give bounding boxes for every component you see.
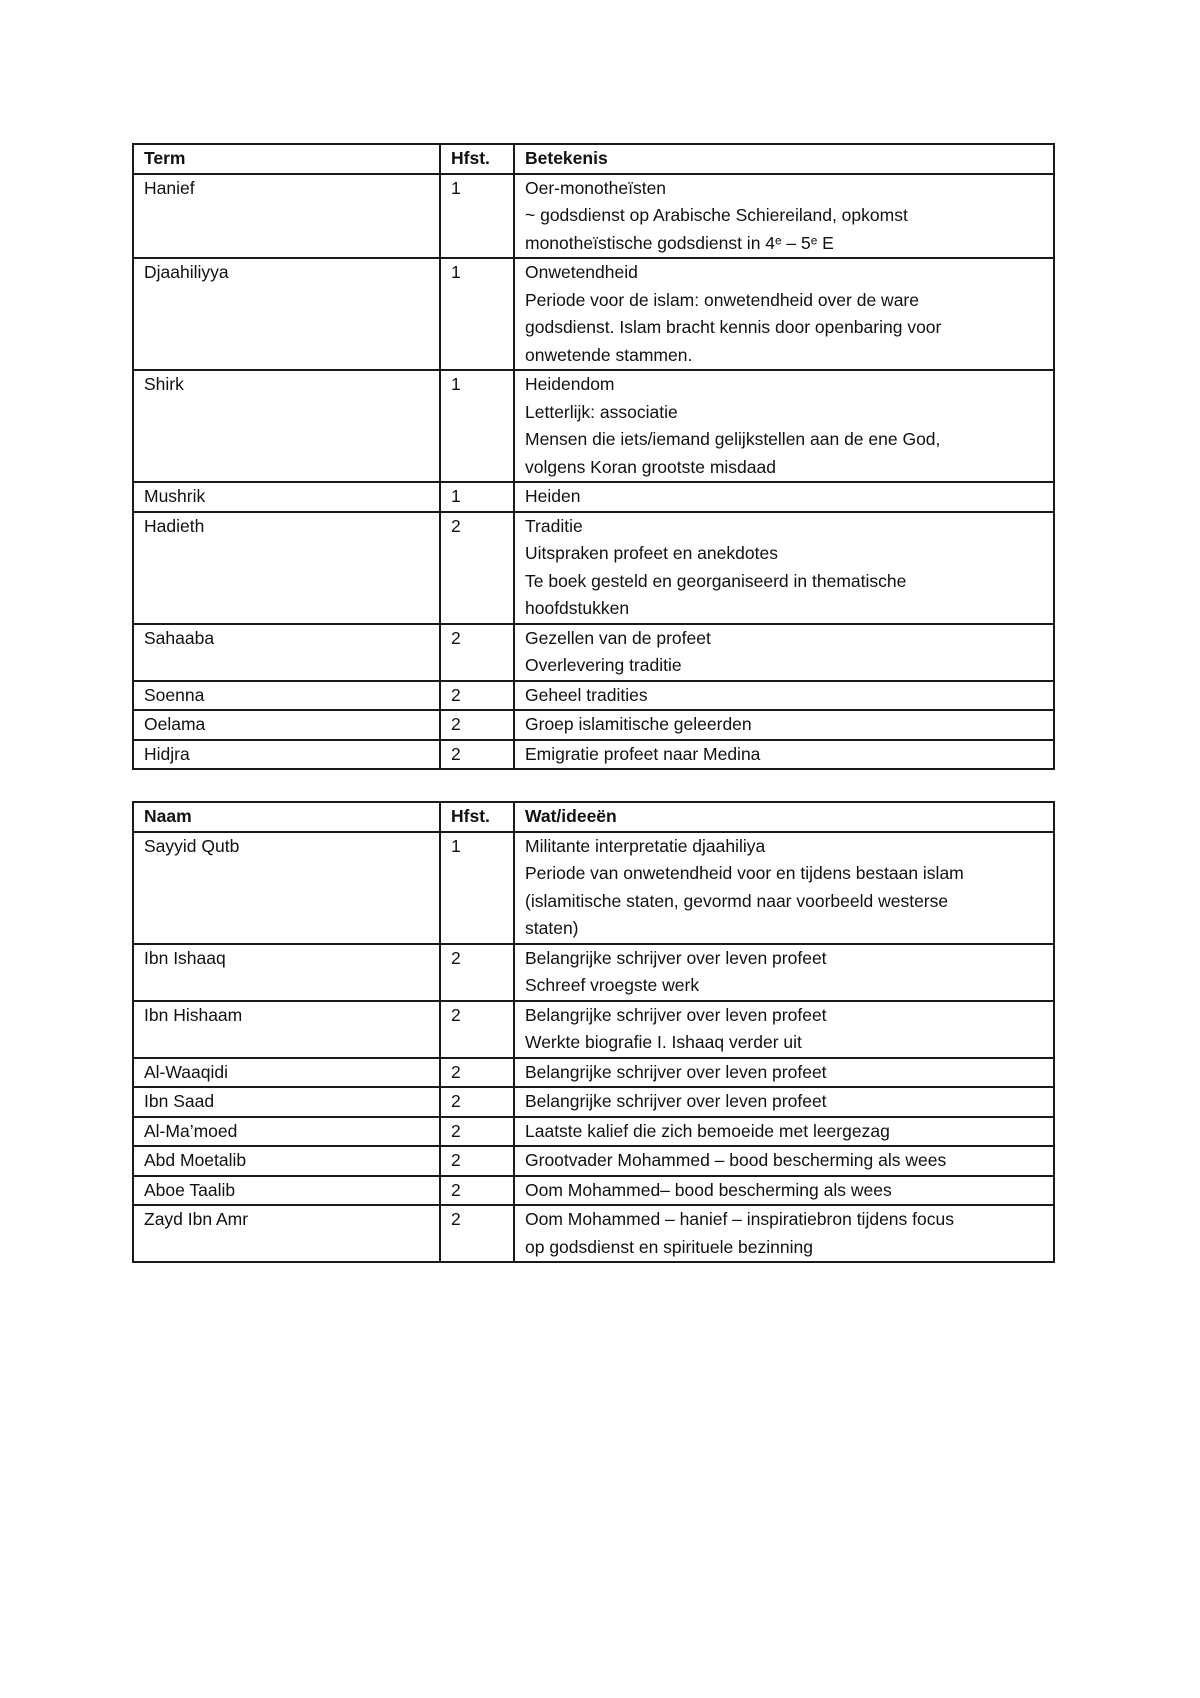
term-cell: Hidjra (133, 740, 440, 770)
header-hfst: Hfst. (440, 144, 514, 174)
meaning-cell (514, 482, 1054, 512)
meaning-cell (514, 1146, 1054, 1176)
table-row (133, 370, 1054, 482)
meaning-cell (514, 512, 1054, 624)
meaning-line: Uitspraken profeet en anekdotes (525, 543, 778, 563)
meaning-line: Te boek gesteld en georganiseerd in thematische (525, 570, 907, 591)
meaning-line: Oom Mohammed – hanief – inspiratiebron tijdens focus (525, 1209, 954, 1229)
meaning-line: Groep islamitische geleerden (525, 714, 752, 734)
meaning-line: ~ godsdienst op Arabische Schiereiland, opkomst (525, 205, 908, 225)
meaning-line: Onwetendheid (525, 262, 638, 282)
meaning-line: Traditie (525, 515, 583, 536)
term-cell: Ibn Ishaaq (133, 944, 440, 1001)
meaning-cell (514, 1205, 1054, 1262)
meaning-cell (514, 681, 1054, 711)
meaning-cell (514, 1087, 1054, 1117)
meaning-line: Schreef vroegste werk (525, 975, 700, 995)
meaning-line: Laatste kalief die zich bemoeide met leergezag (525, 1120, 890, 1141)
names-table (132, 801, 1055, 1263)
meaning-line: Mensen die iets/iemand gelijkstellen aan de ene God, (525, 429, 941, 449)
hfst-cell: 2 (440, 710, 514, 740)
meaning-cell (514, 1117, 1054, 1147)
table-row (133, 710, 1054, 740)
table-row (133, 482, 1054, 512)
hfst-cell: 2 (440, 512, 514, 624)
meaning-line: (islamitische staten, gevormd naar voorbeeld westerse (525, 890, 949, 911)
term-cell: Sahaaba (133, 624, 440, 681)
term-cell: Hadieth (133, 512, 440, 624)
meaning-cell (514, 624, 1054, 681)
meaning-cell (514, 710, 1054, 740)
meaning-line: Emigratie profeet naar Medina (525, 743, 761, 764)
table-row (133, 1176, 1054, 1206)
table-row (133, 512, 1054, 624)
meaning-cell (514, 174, 1054, 259)
meaning-cell (514, 370, 1054, 482)
meaning-line: onwetende stammen. (525, 344, 693, 365)
term-cell: Al-Waaqidi (133, 1058, 440, 1088)
meaning-line: Militante interpretatie djaahiliya (525, 835, 766, 856)
meaning-line: op godsdienst en spirituele bezinning (525, 1236, 813, 1257)
hfst-cell: 2 (440, 1205, 514, 1262)
meaning-line: Heidendom (525, 374, 615, 394)
hfst-cell: 2 (440, 1176, 514, 1206)
term-cell: Ibn Hishaam (133, 1001, 440, 1058)
meaning-cell (514, 944, 1054, 1001)
hfst-cell: 2 (440, 1087, 514, 1117)
table-row (133, 258, 1054, 370)
term-cell: Al-Ma’moed (133, 1117, 440, 1147)
table-row (133, 1058, 1054, 1088)
meaning-line: Grootvader Mohammed – bood bescherming als wees (525, 1150, 947, 1170)
term-cell: Oelama (133, 710, 440, 740)
hfst-cell: 1 (440, 174, 514, 259)
table-row (133, 624, 1054, 681)
meaning-line: Periode voor de islam: onwetendheid over de ware (525, 289, 919, 310)
hfst-cell: 1 (440, 482, 514, 512)
meaning-cell (514, 1176, 1054, 1206)
names-header-row (133, 802, 1054, 832)
table-row (133, 1087, 1054, 1117)
table-row (133, 832, 1054, 944)
header-wat-ideeen: Wat/ideeën (514, 802, 1054, 832)
meaning-cell (514, 1058, 1054, 1088)
hfst-cell: 1 (440, 832, 514, 944)
hfst-cell: 2 (440, 1146, 514, 1176)
table-row (133, 681, 1054, 711)
table-row (133, 1205, 1054, 1262)
meaning-line: volgens Koran grootste misdaad (525, 456, 776, 477)
meaning-line: Werkte biografie I. Ishaaq verder uit (525, 1032, 802, 1052)
term-cell: Sayyid Qutb (133, 832, 440, 944)
term-cell: Ibn Saad (133, 1087, 440, 1117)
meaning-line: Belangrijke schrijver over leven profeet (525, 947, 827, 968)
table-row (133, 1117, 1054, 1147)
term-cell: Soenna (133, 681, 440, 711)
meaning-line: Heiden (525, 486, 581, 506)
meaning-cell (514, 832, 1054, 944)
table-row (133, 1146, 1054, 1176)
hfst-cell: 2 (440, 624, 514, 681)
hfst-cell: 2 (440, 681, 514, 711)
meaning-line: Belangrijke schrijver over leven profeet (525, 1004, 827, 1025)
meaning-line: Belangrijke schrijver over leven profeet (525, 1091, 827, 1111)
header-hfst: Hfst. (440, 802, 514, 832)
meaning-line: Gezellen van de profeet (525, 627, 711, 648)
term-cell: Mushrik (133, 482, 440, 512)
meaning-cell (514, 1001, 1054, 1058)
term-cell: Zayd Ibn Amr (133, 1205, 440, 1262)
meaning-cell (514, 258, 1054, 370)
meaning-cell (514, 740, 1054, 770)
meaning-line: hoofdstukken (525, 598, 630, 618)
table-row (133, 174, 1054, 259)
meaning-line: monotheïstische godsdienst in 4ᵉ – 5ᵉ E (525, 232, 834, 253)
term-cell: Aboe Taalib (133, 1176, 440, 1206)
hfst-cell: 2 (440, 740, 514, 770)
hfst-cell: 1 (440, 370, 514, 482)
hfst-cell: 2 (440, 1001, 514, 1058)
meaning-line: Geheel tradities (525, 684, 648, 705)
term-cell: Djaahiliyya (133, 258, 440, 370)
meaning-line: Periode van onwetendheid voor en tijdens bestaan islam (525, 863, 964, 883)
table-row (133, 740, 1054, 770)
meaning-line: godsdienst. Islam bracht kennis door openbaring voor (525, 317, 942, 337)
header-betekenis: Betekenis (514, 144, 1054, 174)
meaning-line: Letterlijk: associatie (525, 401, 678, 422)
hfst-cell: 2 (440, 1058, 514, 1088)
meaning-line: Oer-monotheïsten (525, 177, 667, 198)
term-cell: Hanief (133, 174, 440, 259)
header-term: Term (133, 144, 440, 174)
hfst-cell: 2 (440, 944, 514, 1001)
terms-table (132, 143, 1055, 770)
meaning-line: Belangrijke schrijver over leven profeet (525, 1061, 827, 1082)
header-naam: Naam (133, 802, 440, 832)
hfst-cell: 2 (440, 1117, 514, 1147)
term-cell: Shirk (133, 370, 440, 482)
term-cell: Abd Moetalib (133, 1146, 440, 1176)
meaning-line: staten) (525, 918, 579, 938)
meaning-line: Oom Mohammed– bood bescherming als wees (525, 1179, 892, 1200)
terms-header-row (133, 144, 1054, 174)
meaning-line: Overlevering traditie (525, 655, 682, 675)
hfst-cell: 1 (440, 258, 514, 370)
table-row (133, 1001, 1054, 1058)
table-row (133, 944, 1054, 1001)
